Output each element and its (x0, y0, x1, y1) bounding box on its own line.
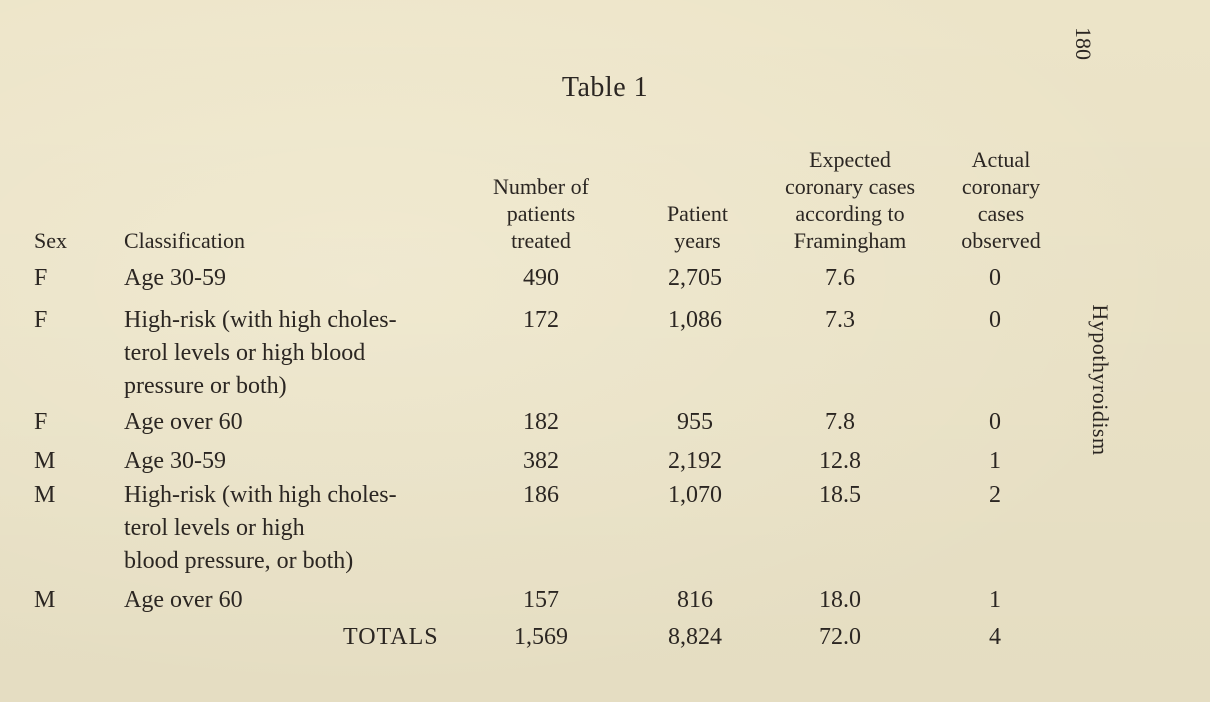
page-number: 180 (1071, 27, 1096, 60)
cell-patients: 182 (523, 409, 559, 435)
totals-years: 8,824 (668, 624, 722, 650)
header-expected-line: coronary cases (784, 174, 916, 199)
cell-actual: 1 (989, 587, 1001, 613)
header-classification: Classification (124, 228, 245, 253)
header-patients-treated-line: patients (506, 201, 576, 226)
cell-classification-line: terol levels or high blood (124, 340, 366, 366)
cell-years: 955 (677, 409, 713, 435)
cell-classification: Age 30-59 (124, 448, 226, 474)
cell-years: 1,070 (668, 482, 722, 508)
table-title: Table 1 (561, 72, 649, 103)
header-actual-line: Actual (971, 147, 1031, 172)
cell-classification: Age over 60 (124, 587, 243, 613)
cell-sex: M (34, 482, 56, 508)
cell-classification-line: High-risk (with high choles- (124, 482, 397, 508)
header-actual-line: observed (961, 228, 1041, 253)
header-expected-line: Expected (809, 147, 891, 172)
cell-actual: 0 (989, 409, 1001, 435)
header-patient-years-line: years (674, 228, 721, 253)
header-patients-treated-line: treated (511, 228, 571, 253)
cell-patients: 186 (523, 482, 559, 508)
cell-actual: 2 (989, 482, 1001, 508)
cell-sex: F (34, 265, 48, 291)
totals-expected: 72.0 (819, 624, 861, 650)
cell-expected: 12.8 (819, 448, 861, 474)
running-head: Hypothyroidism (1088, 304, 1113, 456)
cell-classification-line: terol levels or high (124, 515, 305, 541)
cell-patients: 157 (523, 587, 559, 613)
cell-years: 816 (677, 587, 713, 613)
totals-actual: 4 (989, 624, 1001, 650)
cell-expected: 7.3 (825, 307, 855, 333)
cell-expected: 7.8 (825, 409, 855, 435)
cell-patients: 490 (523, 265, 559, 291)
cell-sex: M (34, 587, 56, 613)
totals-label: TOTALS (343, 624, 439, 650)
cell-patients: 172 (523, 307, 559, 333)
header-actual-line: cases (977, 201, 1025, 226)
cell-actual: 0 (989, 265, 1001, 291)
cell-classification-line: blood pressure, or both) (124, 548, 354, 574)
header-actual-line: coronary (961, 174, 1041, 199)
cell-patients: 382 (523, 448, 559, 474)
cell-classification: Age 30-59 (124, 265, 226, 291)
cell-years: 2,705 (668, 265, 722, 291)
cell-sex: F (34, 307, 48, 333)
header-expected-line: according to (795, 201, 905, 226)
header-sex: Sex (34, 228, 67, 253)
cell-years: 2,192 (668, 448, 722, 474)
cell-actual: 0 (989, 307, 1001, 333)
cell-actual: 1 (989, 448, 1001, 474)
totals-patients: 1,569 (514, 624, 568, 650)
cell-classification-line: pressure or both) (124, 373, 287, 399)
cell-expected: 18.0 (819, 587, 861, 613)
cell-classification: Age over 60 (124, 409, 243, 435)
cell-years: 1,086 (668, 307, 722, 333)
cell-classification-line: High-risk (with high choles- (124, 307, 397, 333)
header-patient-years-line: Patient (666, 201, 729, 226)
header-patients-treated-line: Number of (493, 174, 589, 199)
header-expected-line: Framingham (793, 228, 907, 253)
cell-expected: 18.5 (819, 482, 861, 508)
cell-sex: F (34, 409, 48, 435)
cell-sex: M (34, 448, 56, 474)
cell-expected: 7.6 (825, 265, 855, 291)
